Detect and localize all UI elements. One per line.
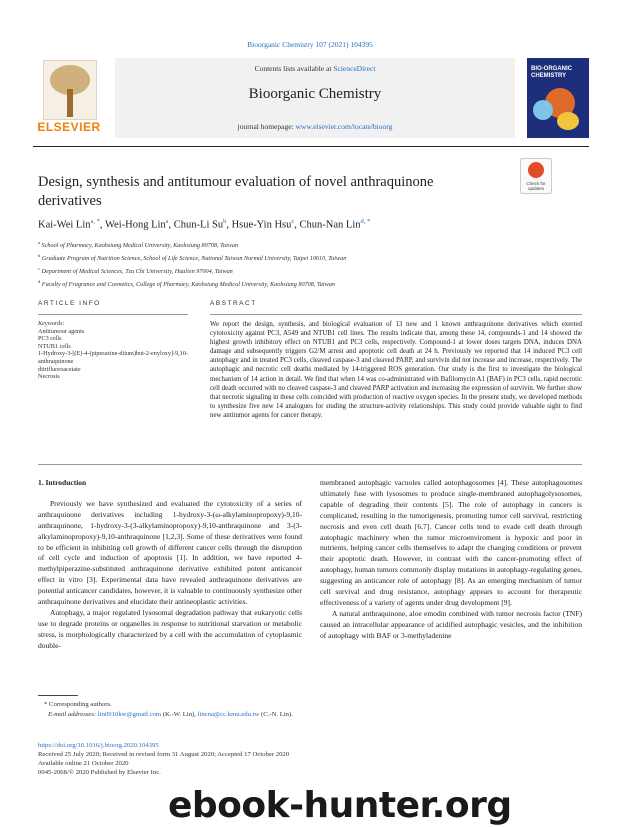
affiliation-mark: b [38,253,41,259]
body-left-column [38,478,302,652]
body-paragraph: membraned autophagic vacuoles called autophagosomes [4]. These autophagosomes ultimately fuse with lysosomes to produce single-membraned autophagolysosomes, capable of degrading their contents [5]. The role of autophagy in cancers is complicated, resulting in the tumorigenesis, promoting tumor cell survival, restricting necrosis and even cell death [6,7]. Cancer cells tend to evade cell death through autophagic machinery when the tumor microenviroment is hypoxic and poor in nutrients, helping cancer cells themselves to adapt the changing conditions or prevent their apoptotic death. However, in contrast with the cancer-promoting effect of autophagy, human tumors commonly display mutations in autophagy-regulating genes, suggesting an anticancer role of autophagy [8]. As an emerging mechanism of tumor cell survival and drug resistance, autophagy appears to account for therapeutic effectiveness of a variety of agents under drug development [9]. [320,478,582,607]
author-name[interactable]: Chun-Li Su [173,219,224,231]
body-paragraph: Autophagy, a major regulated lysosomal degradation pathway that eukaryotic cells use to degrade proteins or organelles in response to nutritional starvation or metabolic stress, is morphologically characterized by a cell with the accumulation of cytoplasmic double- [38,607,302,650]
corresponding-label: * Corresponding authors. [44,701,112,708]
journal-homepage-link[interactable]: www.elsevier.com/locate/bioorg [295,122,393,131]
email-line [38,710,578,720]
journal-info-box [115,58,515,138]
journal-name: Bioorganic Chemistry [248,86,382,102]
journal-citation[interactable]: Bioorganic Chemistry 107 (2021) 104395 [247,40,373,49]
elsevier-tree-icon [43,60,97,120]
doi-link[interactable]: https://doi.org/10.1016/j.bioorg.2020.104395 [38,742,159,749]
email-link-2[interactable]: lincna@cc.kmu.edu.tw [197,710,260,718]
check-updates-label: Check for updates [526,181,546,191]
affiliation-text: Graduate Program of Nutrition Science, School of Life Science, National Taiwan Normal University, Taipei 10610, Taiwan [41,255,347,263]
author-name[interactable]: Chun-Nan Lin [299,219,361,231]
affiliation-item [38,251,578,264]
keyword-item: ditrifluoroacetate [38,365,81,373]
affiliation-mark: a [38,240,40,245]
body-paragraph: Previously we have synthesized and evaluated the cytotoxicity of a series of anthraquinone derivatives including 1-hydroxy-3-(ω-alkylaminopropoxy)-9,10-anthraquinone, 1-hydroxy-3-(3-alkylaminopropoxy)-9,10-anthraquinone and 3-(3-alkylaminopropoxy)-9,10-anthraquinone [1,2,3]. Some of these derivatives were found to be efficient in inhibiting cell growth of different cancer cells through the disruption of cell cycle and induction of apoptosis [1]. In addition, we have reported 4-methylpiperazine-substituted anthraquinone derivative exhibited potent anticancer effect in vitro [3]. Experimental data have revealed anthraquinone derivatives are potential anticancer candidates, however, it is valuable to continuously synthesize other anthraquinone derivatives and elucidate their antineoplastic activities. [38,498,302,607]
contents-prefix: Contents lists available at [254,64,334,73]
keywords-block [38,320,188,381]
emails-label: E-mail addresses: [48,710,97,718]
author-name[interactable]: Hsue-Yin Hsu [231,219,292,231]
received-dates: Received 25 July 2020; Received in revised form 31 August 2020; Accepted 17 October 2020 [38,751,290,758]
abstract-heading: ABSTRACT [210,300,257,307]
affiliation-item [38,238,578,251]
affiliation-mark: c [38,266,40,272]
sciencedirect-link[interactable]: ScienceDirect [333,64,376,73]
author-name[interactable]: Kai-Wei Lin [38,219,91,231]
copyright-line: 0045-2068/© 2020 Published by Elsevier Inc. [38,769,161,776]
elsevier-wordmark: ELSEVIER [37,120,101,134]
affiliation-item [38,264,578,277]
article-info-rule [38,314,188,315]
article-info-heading: ARTICLE INFO [38,300,101,307]
author-list: Kai-Wei Lin$^{a, *}$, Wei-Hong Lin$^a$, Chun-Li Su$^b$, Hsue-Yin Hsu$^c$, Chun-Nan Lin$^{d, *}$ [38,218,371,231]
abstract-text: We report the design, synthesis, and biological evaluation of 13 new and 1 known anthraquinone derivatives which exerted cytotoxicity against PC3, A549 and NTUB1 cell lines. The results indicate that, among these 14, compounds-1 and 14 showed the highest growth inhibitory effect on NTUB1 and PC3 cells, respectively. Compound-1 at lower doses targets DNA, induces DNA damage and subsequently triggers G2/M arrest and apoptotic cell death at 24 h. Previously we reported that 14 induced PC3 cell autophagy and in treated PC3 cells, cleaved caspase-3 and cleaved PARP, and survivin did not increase and increase, respectively. The autophagic and necrotic cell deaths mediated by 14-triggered ROS generation. Our study is the first to investigate the biological mechanism of 14 action in detail. We find that when 14 was co-administrated with Bafilomycin A1 (BAF) in PC3 cells, rapid necrotic cell death occurred with no cleaved caspase-3 and cleaved PARP activation and increasing the expression of survivin. We further show that necrotic signaling in these cells coincided with production of reactive oxygen species. In the present study, we developed methods to synthesize five new 14 analogues for studing the structure-activity relationships. This study could provide valuable sight to find new antitumor agents for cancer therapy. [210,321,582,419]
affiliation-list [38,238,578,290]
keyword-item: 1-Hydroxy-3-[(E)-4-(piperazine-diium)but-2-enyloxy]-9,10-anthraquinone [38,350,188,365]
journal-cover-image[interactable] [527,58,589,138]
author-affil-mark[interactable]: c [291,218,295,225]
email-link-1[interactable]: lin0910kw@gmail.com [97,710,162,718]
available-online: Available online 21 October 2020 [38,760,129,767]
author-affil-mark[interactable]: a [165,218,169,225]
introduction-heading: 1. Introduction [38,478,87,487]
footnote-rule [38,695,78,696]
article-title: Design, synthesis and antitumour evaluation of novel anthraquinone derivatives [38,174,434,209]
affiliation-text: School of Pharmacy, Kaohsiung Medical University, Kaohsiung 80708, Taiwan [41,242,239,250]
journal-homepage-line [115,122,515,131]
keywords-label: Keywords: [38,320,65,327]
homepage-prefix: journal homepage: [237,122,296,131]
affiliation-item [38,277,578,290]
author-affil-mark[interactable]: b [223,218,227,225]
keyword-item: Necrosis [38,373,60,381]
author-name[interactable]: Wei-Hong Lin [104,219,166,231]
contents-available-line [115,64,515,73]
affiliation-text: Faculty of Fragrance and Cosmetics, College of Pharmacy, Kaohsiung Medical University, Kaohsiung 80708, Taiwan [41,281,335,289]
cover-title: BIO-ORGANIC CHEMISTRY [531,66,572,79]
email-owner-2: (C.-N. Lin). [260,710,293,718]
body-paragraph: A natural anthraquinone, aloe emodin combined with tumor necrosis factor (TNF) caused an intracellular appearance of acidified autophagic vesicles, and the inhibition of autophagy with BAF or 3-methyladenine [320,608,582,640]
check-for-updates-badge[interactable] [520,158,552,194]
affiliation-text: Department of Medical Sciences, Tzu Chi University, Hualien 97004, Taiwan [41,268,233,276]
journal-masthead [33,58,589,140]
corresponding-footnote [38,700,578,719]
publication-info [38,741,578,777]
masthead-divider [33,146,589,147]
abstract-bottom-rule [38,464,582,465]
abstract-rule [210,314,582,315]
author-affil-mark[interactable]: a, * [90,218,100,225]
elsevier-logo[interactable] [33,58,105,138]
keyword-item: Antitumour agents [38,327,85,335]
affiliation-mark: d [38,279,41,285]
body-right-column [320,478,582,642]
keyword-item: NTUB1 cells [38,342,71,350]
keyword-item: PC3 cells [38,335,62,343]
site-watermark: ebook-hunter.org [168,785,512,826]
check-updates-icon [528,162,544,178]
author-affil-mark[interactable]: d, * [360,218,371,225]
email-owner-1: (K.-W. Lin), [162,710,196,718]
